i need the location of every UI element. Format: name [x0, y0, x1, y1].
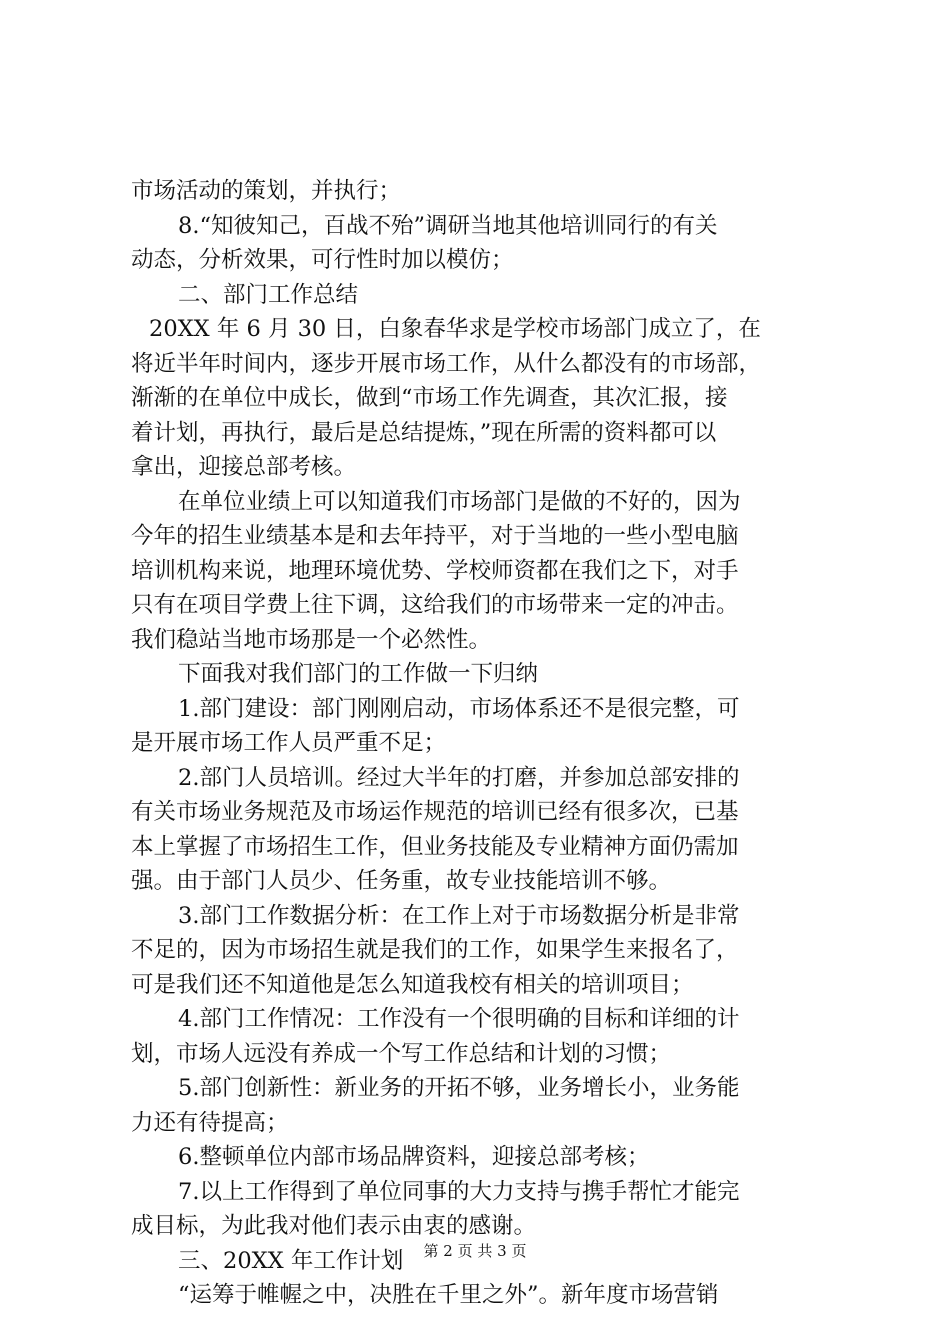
- text-line: 力还有待提高；: [131, 1109, 289, 1136]
- text-line: 今年的招生业绩基本是和去年持平，对于当地的一些小型电脑: [131, 523, 739, 549]
- text-line: 5.部门创新性：新业务的开拓不够，业务增长小，业务能: [178, 1075, 740, 1101]
- page-footer: 第 2 页 共 3 页: [423, 1242, 527, 1260]
- text-line: 培训机构来说，地理环境优势、学校师资都在我们之下，对手: [131, 557, 739, 584]
- text-line: 下面我对我们部门的工作做一下归纳: [178, 661, 539, 687]
- text-line: 将近半年时间内，逐步开展市场工作，从什么都没有的市场部，: [131, 350, 762, 377]
- text-line: 是开展市场工作人员严重不足；: [131, 730, 447, 756]
- text-line: 2.部门人员培训。经过大半年的打磨，并参加总部安排的: [178, 764, 740, 791]
- text-line: 我们稳站当地市场那是一个必然性。: [131, 626, 492, 653]
- text-line: 成目标，为此我对他们表示由衷的感谢。: [131, 1213, 537, 1239]
- text-line: 划，市场人远没有养成一个写工作总结和计划的习惯；: [131, 1040, 672, 1067]
- text-line: 8.“知彼知己，百战不殆”调研当地其他培训同行的有关: [178, 212, 718, 239]
- section-heading: 三、20XX 年工作计划: [178, 1247, 404, 1274]
- text-line: 只有在项目学费上往下调，这给我们的市场带来一定的冲击。: [131, 592, 739, 618]
- text-line: 4.部门工作情况：工作没有一个很明确的目标和详细的计: [178, 1006, 740, 1032]
- text-line: 拿出，迎接总部考核。: [131, 454, 357, 480]
- text-line: “运筹于帷幄之中，决胜在千里之外”。新年度市场营销: [178, 1282, 719, 1308]
- text-line: 3.部门工作数据分析：在工作上对于市场数据分析是非常: [178, 902, 740, 929]
- text-line: 6.整顿单位内部市场品牌资料，迎接总部考核；: [178, 1144, 650, 1170]
- text-line: 1.部门建设：部门刚刚启动，市场体系还不是很完整，可: [178, 695, 740, 722]
- text-line: 动态，分析效果，可行性时加以模仿；: [131, 247, 514, 273]
- text-line: 本上掌握了市场招生工作，但业务技能及专业精神方面仍需加: [131, 833, 739, 860]
- text-line: 强。由于部门人员少、任务重，故专业技能培训不够。: [131, 868, 672, 894]
- text-line: 着计划，再执行，最后是总结提炼，”现在所需的资料都可以: [131, 419, 717, 446]
- text-line: 市场活动的策划，并执行；: [131, 178, 402, 204]
- text-line: 在单位业绩上可以知道我们市场部门是做的不好的，因为: [178, 488, 741, 515]
- text-line: 7.以上工作得到了单位同事的大力支持与携手帮忙才能完: [178, 1178, 740, 1205]
- section-heading: 二、部门工作总结: [178, 281, 359, 308]
- text-line: 20XX 年 6 月 30 日，白象春华求是学校市场部门成立了，在: [149, 316, 761, 342]
- text-line: 可是我们还不知道他是怎么知道我校有相关的培训项目；: [131, 971, 694, 998]
- text-line: 渐渐的在单位中成长，做到“市场工作先调查，其次汇报，接: [131, 385, 728, 411]
- document-body: [131, 174, 831, 1313]
- text-line: 不足的，因为市场招生就是我们的工作，如果学生来报名了，: [131, 937, 739, 963]
- text-line: 有关市场业务规范及市场运作规范的培训已经有很多次，已基: [131, 799, 739, 825]
